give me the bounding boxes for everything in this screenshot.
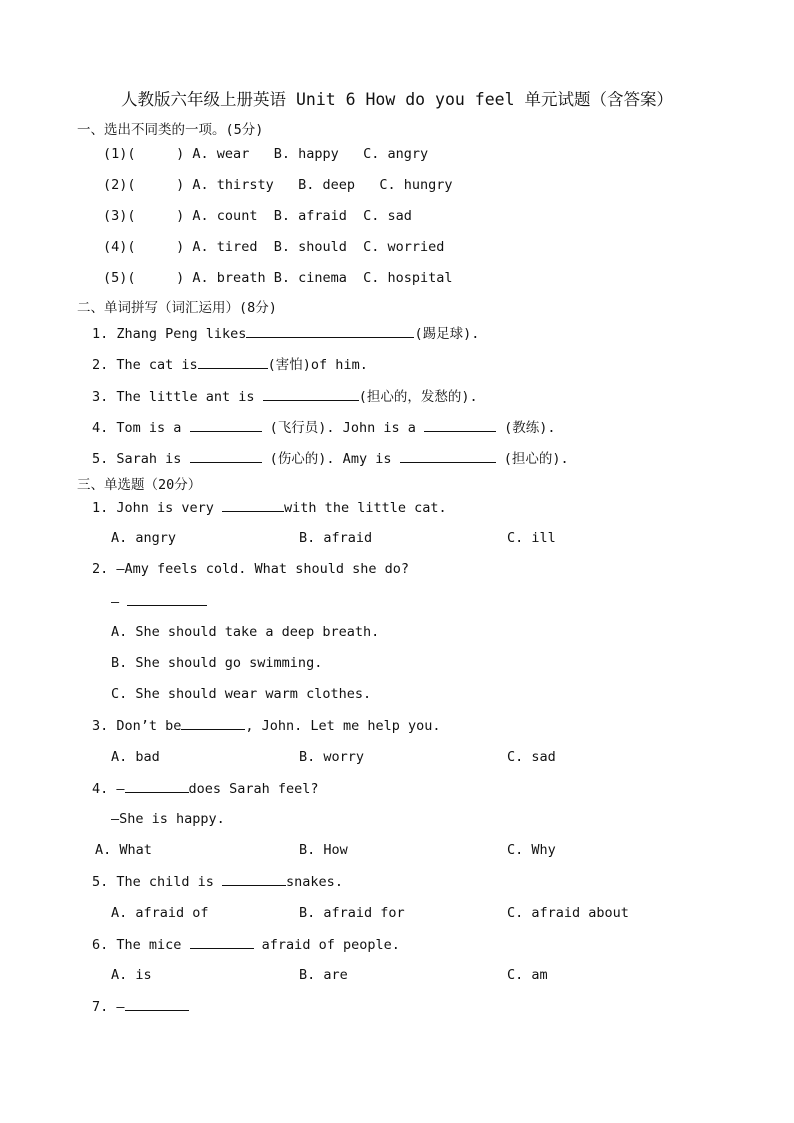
answer-blank[interactable] [263,388,359,401]
page-title: 人教版六年级上册英语 Unit 6 How do you feel 单元试题（含答案） [121,90,673,109]
option-c[interactable]: C. am [507,967,548,983]
s1-item-3 [103,208,412,224]
answer-blank[interactable] [190,450,262,463]
answer-blank[interactable] [125,998,189,1011]
question-text: does Sarah feel? [188,781,319,797]
answer-blank[interactable] [190,936,254,949]
option-a[interactable]: A. afraid of [111,905,209,921]
answer-blank[interactable] [222,873,286,886]
item-number: (3)( ) [103,208,185,224]
option-a[interactable]: A. is [111,967,152,983]
option-b[interactable]: B. afraid for [299,905,405,921]
option-c[interactable]: C. Why [507,842,556,858]
item-number: (1)( ) [103,146,185,162]
item-options: A. breath B. cinema C. hospital [192,270,453,286]
option-b[interactable]: B. are [299,967,348,983]
question-text: snakes. [286,874,343,890]
s2-item-4 [92,416,555,436]
item-text: 5. Sarah is [92,451,190,467]
s1-item-2 [103,177,453,193]
option-a[interactable]: A. What [95,842,152,858]
answer-blank[interactable] [400,450,496,463]
question-text: 1. John is very [92,500,223,516]
s3-question-7 [92,998,189,1015]
option-a[interactable]: A. angry [111,530,177,546]
item-number: (5)( ) [103,270,185,286]
s1-item-4 [103,239,444,255]
item-hint: (踢足球). [414,326,480,342]
s2-item-1 [92,322,479,342]
item-options: A. tired B. should C. worried [192,239,445,255]
item-options: A. count B. afraid C. sad [192,208,412,224]
s1-item-1 [103,146,428,162]
s3-question-5 [92,873,343,890]
section-3-heading: 三、单选题（20分） [77,477,202,493]
s3-question-2: 2. —Amy feels cold. What should she do? [92,561,409,577]
question-text: 7. — [92,999,125,1015]
s3-question-3 [92,717,440,734]
question-text: 5. The child is [92,874,223,890]
item-options: A. thirsty B. deep C. hungry [192,177,453,193]
s1-item-5 [103,270,453,286]
option-a[interactable]: A. She should take a deep breath. [111,624,380,640]
question-text: afraid of people. [253,937,400,953]
item-hint: (教练). [495,420,556,436]
answer-blank[interactable] [125,780,189,793]
dash: — [111,594,128,610]
answer-blank[interactable] [127,593,207,606]
option-c[interactable]: C. sad [507,749,556,765]
question-text: with the little cat. [284,500,447,516]
answer-blank[interactable] [181,717,245,730]
s3-question-6 [92,936,400,953]
s3-q4-reply: —She is happy. [111,811,225,827]
item-text: 1. Zhang Peng likes [92,326,247,342]
option-c[interactable]: C. She should wear warm clothes. [111,686,372,702]
s3-q2-reply-line [111,593,207,610]
s2-item-2 [92,353,368,373]
answer-blank[interactable] [222,499,284,512]
option-a[interactable]: A. bad [111,749,160,765]
item-number: (4)( ) [103,239,185,255]
item-options: A. wear B. happy C. angry [192,146,429,162]
question-text: , John. Let me help you. [245,718,441,734]
item-text: 4. Tom is a [92,420,190,436]
question-text: 3. Don’t be [92,718,182,734]
section-2-heading: 二、单词拼写（词汇运用）(8分) [77,300,277,316]
question-text: 4. — [92,781,125,797]
item-hint: (担心的). [495,451,569,467]
s3-question-4 [92,780,319,797]
s2-item-3 [92,385,478,405]
option-c[interactable]: C. ill [507,530,556,546]
item-text: 2. The cat is [92,357,198,373]
option-b[interactable]: B. worry [299,749,365,765]
answer-blank[interactable] [424,419,496,432]
option-b[interactable]: B. How [299,842,348,858]
question-text: 6. The mice [92,937,190,953]
item-hint: (飞行员). John is a [261,420,424,436]
item-hint: (伤心的). Amy is [261,451,400,467]
option-c[interactable]: C. afraid about [507,905,629,921]
option-b[interactable]: B. afraid [299,530,373,546]
item-hint: (担心的，发愁的). [358,389,478,405]
answer-blank[interactable] [246,325,414,338]
section-1-heading: 一、选出不同类的一项。(5分) [77,122,264,138]
s2-item-5 [92,447,569,467]
s3-question-1 [92,499,447,516]
item-number: (2)( ) [103,177,185,193]
item-hint: (害怕)of him. [267,357,368,373]
option-b[interactable]: B. She should go swimming. [111,655,323,671]
item-text: 3. The little ant is [92,389,263,405]
answer-blank[interactable] [190,419,262,432]
answer-blank[interactable] [198,356,268,369]
